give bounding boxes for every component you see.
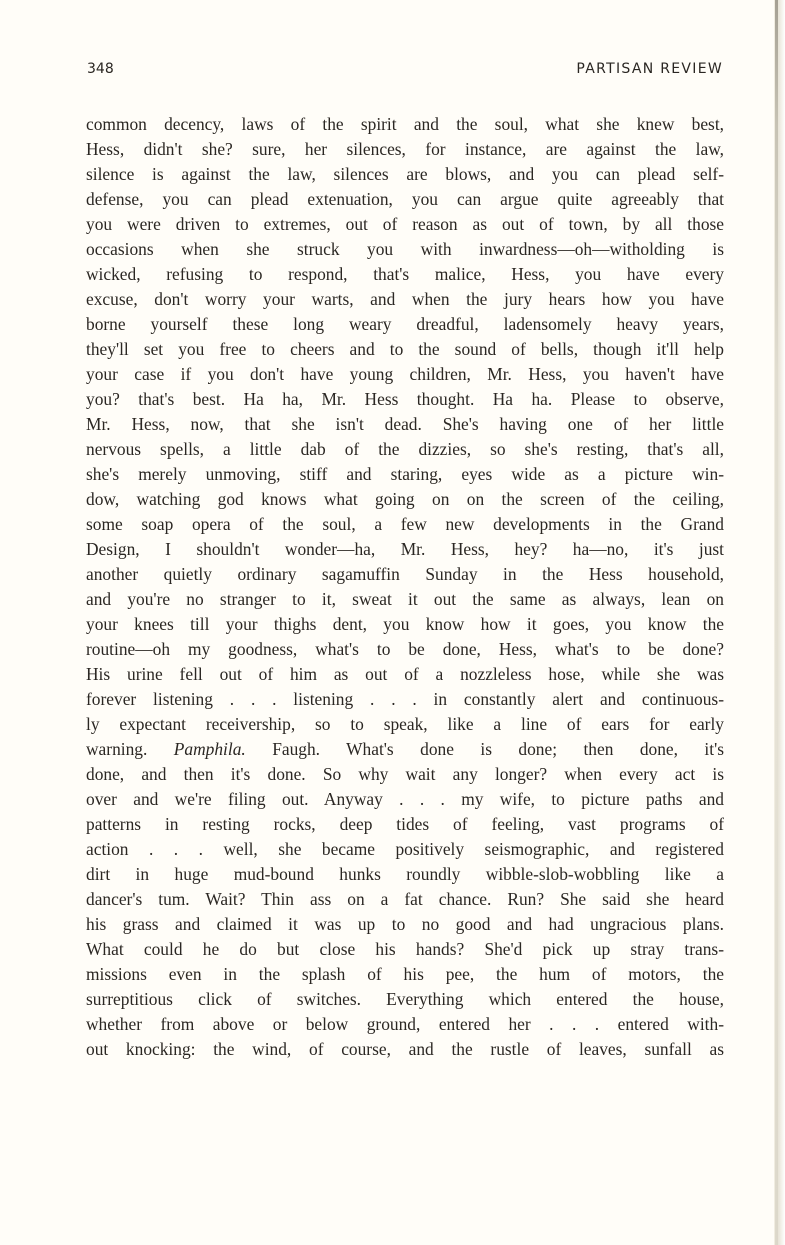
text-line: whether from above or below ground, entered her . . . entered with- xyxy=(86,1014,724,1034)
text-line: ly expectant receivership, so to speak, like a line of ears for early xyxy=(86,714,724,734)
text-line: done, and then it's done. So why wait any longer? when every act is xyxy=(86,764,724,784)
text-line: your case if you don't have young children, Mr. Hess, you haven't have xyxy=(86,364,724,384)
text-line: Hess, didn't she? sure, her silences, for instance, are against the law, xyxy=(86,139,724,159)
text-line: some soap opera of the soul, a few new developments in the Grand xyxy=(86,514,724,534)
text-line: silence is against the law, silences are blows, and you can plead self- xyxy=(86,164,724,184)
text-line: excuse, don't worry your warts, and when the jury hears how you have xyxy=(86,289,724,309)
text-line: routine—oh my goodness, what's to be done, Hess, what's to be done? xyxy=(86,639,724,659)
text-line: and you're no stranger to it, sweat it out the same as always, lean on xyxy=(86,589,724,609)
text-line: missions even in the splash of his pee, the hum of motors, the xyxy=(86,964,724,984)
body-text xyxy=(86,112,724,1062)
text-line: dancer's tum. Wait? Thin ass on a fat chance. Run? She said she heard xyxy=(86,889,724,909)
text-line-with-italic xyxy=(86,737,724,762)
text-line: you were driven to extremes, out of reason as out of town, by all those xyxy=(86,214,724,234)
text-line: defense, you can plead extenuation, you can argue quite agreeably that xyxy=(86,189,724,209)
text-line: borne yourself these long weary dreadful, ladensomely heavy years, xyxy=(86,314,724,334)
text-line: your knees till your thighs dent, you know how it goes, you know the xyxy=(86,614,724,634)
text-line: they'll set you free to cheers and to the sound of bells, though it'll help xyxy=(86,339,724,359)
text-segment: Faugh. What's done is done; then done, it's xyxy=(245,739,724,759)
text-line: occasions when she struck you with inwardness—oh—witholding is xyxy=(86,239,724,259)
text-line: dirt in huge mud-bound hunks roundly wibble-slob-wobbling like a xyxy=(86,864,724,884)
text-line: his grass and claimed it was up to no good and had ungracious plans. xyxy=(86,914,724,934)
text-line: Mr. Hess, now, that she isn't dead. She's having one of her little xyxy=(86,414,724,434)
italic-word: Pamphila. xyxy=(173,739,246,759)
text-segment: warning. xyxy=(86,739,174,759)
text-line: surreptitious click of switches. Everything which entered the house, xyxy=(86,989,724,1009)
text-line: over and we're filing out. Anyway . . . my wife, to picture paths and xyxy=(86,789,724,809)
text-line: nervous spells, a little dab of the dizzies, so she's resting, that's all, xyxy=(86,439,724,459)
text-line: out knocking: the wind, of course, and the rustle of leaves, sunfall as xyxy=(86,1039,724,1059)
text-line: she's merely unmoving, stiff and staring, eyes wide as a picture win- xyxy=(86,464,724,484)
text-line: action . . . well, she became positively seismographic, and registered xyxy=(86,839,724,859)
page-number: 348 xyxy=(87,61,114,77)
text-line: common decency, laws of the spirit and the soul, what she knew best, xyxy=(86,114,724,134)
text-line: dow, watching god knows what going on on the screen of the ceiling, xyxy=(86,489,724,509)
page-edge-shadow xyxy=(775,0,778,1245)
text-line: wicked, refusing to respond, that's malice, Hess, you have every xyxy=(86,264,724,284)
text-line: patterns in resting rocks, deep tides of feeling, vast programs of xyxy=(86,814,724,834)
text-line: His urine fell out of him as out of a nozzleless hose, while she was xyxy=(86,664,724,684)
journal-title: PARTISAN REVIEW xyxy=(576,61,723,77)
running-head xyxy=(87,61,723,81)
text-line: forever listening . . . listening . . . in constantly alert and continuous- xyxy=(86,689,724,709)
text-line: Design, I shouldn't wonder—ha, Mr. Hess, hey? ha—no, it's just xyxy=(86,539,724,559)
text-line: What could he do but close his hands? She'd pick up stray trans- xyxy=(86,939,724,959)
text-line: another quietly ordinary sagamuffin Sunday in the Hess household, xyxy=(86,564,724,584)
text-line: you? that's best. Ha ha, Mr. Hess thought. Ha ha. Please to observe, xyxy=(86,389,724,409)
